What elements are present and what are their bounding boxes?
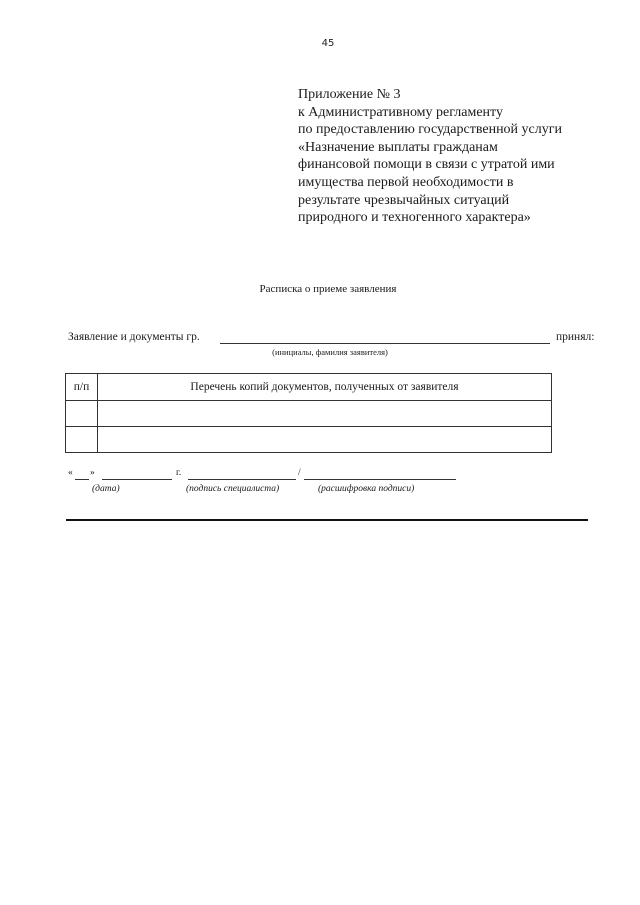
appendix-line: природного и техногенного характера» xyxy=(298,210,531,226)
header-document-list: Перечень копий документов, полученных от заявителя xyxy=(98,374,552,401)
signature-separator: / xyxy=(298,468,301,478)
table-row xyxy=(66,401,552,427)
appendix-line: финансовой помощи в связи с утратой ими xyxy=(298,157,555,173)
table-header-row xyxy=(66,374,552,401)
specialist-signature-caption: (подпись специалиста) xyxy=(186,484,280,494)
accepted-tail-text: принял: xyxy=(556,331,595,343)
receipt-title: Расписка о приеме заявления xyxy=(259,283,397,295)
table-row xyxy=(66,427,552,453)
signature-decoding-caption: (расшифровка подписи) xyxy=(318,484,415,494)
appendix-line: имущества первой необходимости в xyxy=(298,174,514,190)
table-cell xyxy=(66,401,98,427)
appendix-line: к Административному регламенту xyxy=(298,104,503,120)
appendix-line: результате чрезвычайных ситуаций xyxy=(298,192,510,208)
date-caption: (дата) xyxy=(92,484,120,494)
table-cell xyxy=(98,427,552,453)
signature-row xyxy=(68,468,468,482)
header-number: п/п xyxy=(66,374,98,401)
appendix-line: Приложение № 3 xyxy=(298,87,401,102)
specialist-signature-blank xyxy=(188,479,296,480)
appendix-heading xyxy=(298,86,618,227)
accepted-by-line xyxy=(68,331,595,347)
day-blank xyxy=(75,479,89,480)
appendix-line: по предоставлению государственной услуги xyxy=(298,122,562,138)
table-cell xyxy=(98,401,552,427)
appendix-line: «Назначение выплаты гражданам xyxy=(298,139,498,155)
signature-decoding-blank xyxy=(304,479,456,480)
year-suffix: г. xyxy=(176,468,182,478)
date-close-quote: » xyxy=(90,468,95,478)
accepted-lead-text: Заявление и документы гр. xyxy=(68,331,200,343)
divider-line xyxy=(66,519,588,521)
signature-captions xyxy=(68,484,488,498)
applicant-caption: (инициалы, фамилия заявителя) xyxy=(272,347,388,357)
date-open-quote: « xyxy=(68,468,73,478)
page-number: 45 xyxy=(321,38,335,49)
table-cell xyxy=(66,427,98,453)
documents-table xyxy=(65,373,552,453)
applicant-name-blank xyxy=(220,343,550,344)
month-blank xyxy=(102,479,172,480)
